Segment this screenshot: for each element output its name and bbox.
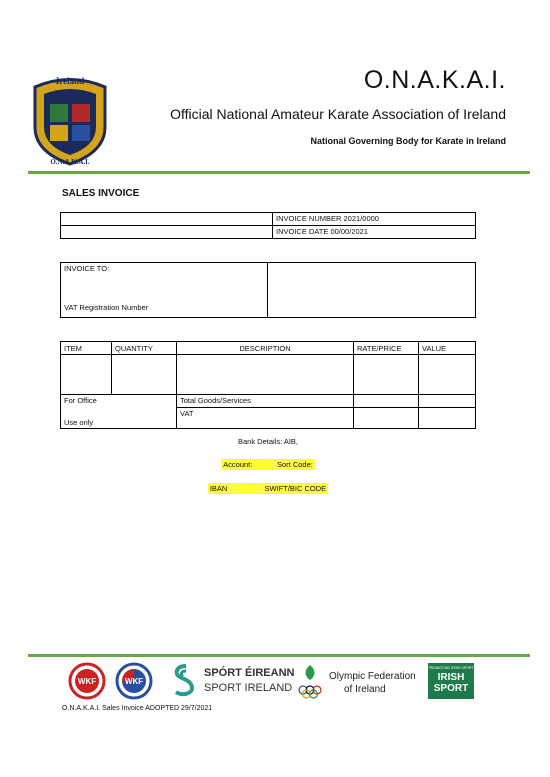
sport-ireland-en: SPORT IRELAND (204, 682, 293, 694)
sort-code-label: Sort Code: (277, 460, 313, 469)
for-office-cell (61, 395, 177, 429)
wkf-logo-1-text: WKF (77, 677, 97, 686)
table-row (61, 395, 476, 408)
olympic-federation-line1: Olympic Federation (329, 671, 416, 682)
wkf-logo-2-text: WKF (124, 677, 144, 686)
col-item: ITEM (61, 342, 112, 355)
bank-details: Bank Details: AIB, (237, 437, 299, 446)
invoice-title: SALES INVOICE (62, 188, 140, 199)
col-rate-price: RATE/PRICE (354, 342, 419, 355)
swift-label: SWIFT/BIC CODE (264, 484, 327, 493)
for-office-label: For Office (64, 396, 97, 405)
bill-to-table (60, 262, 476, 318)
invoice-to-label: INVOICE TO: (64, 264, 110, 273)
irish-sport-logo (428, 663, 474, 699)
crest-bottom-text: O.N.A.K.A.I. (50, 158, 90, 166)
irish-sport-text: IRISH SPORT (433, 672, 469, 694)
onakai-crest-logo (30, 72, 110, 167)
meta-blank-cell (61, 226, 273, 239)
wkf-logo-2 (115, 662, 153, 700)
invoice-date: INVOICE DATE 00/00/2021 (273, 226, 476, 239)
use-only-label: Use only (64, 418, 94, 427)
wkf-logo-1 (68, 662, 106, 700)
col-description: DESCRIPTION (177, 342, 354, 355)
invoice-to-cell (61, 263, 268, 318)
total-goods-label: Total Goods/Services (177, 395, 354, 408)
irish-sport-small: PROMOTING IRISH SPORT (428, 666, 474, 670)
col-value: VALUE (419, 342, 476, 355)
sport-ireland-ga: SPÓRT ÉIREANN (204, 667, 295, 679)
iban-line (60, 484, 476, 493)
olympic-federation-line2: of Ireland (344, 684, 386, 695)
account-line (60, 460, 476, 469)
col-quantity: QUANTITY (112, 342, 177, 355)
footer-rule (28, 654, 530, 657)
invoice-meta-table (60, 212, 476, 239)
iban-label: IBAN (209, 484, 228, 493)
table-row (61, 355, 476, 395)
header-rule (28, 171, 530, 174)
org-tagline: National Governing Body for Karate in Ireland (310, 136, 506, 146)
invoice-number: INVOICE NUMBER 2021/0000 (273, 213, 476, 226)
org-full-name: Official National Amateur Karate Association of Ireland (170, 106, 506, 122)
crest-top-text: Ireland (55, 76, 85, 86)
document-footer-note: O.N.A.K.A.I. Sales Invoice ADOPTED 29/7/2021 (62, 705, 213, 712)
invoice-to-details-cell (268, 263, 476, 318)
items-table (60, 341, 476, 429)
vat-label: VAT (177, 408, 354, 429)
meta-blank-cell (61, 213, 273, 226)
account-label: Account: (223, 460, 253, 469)
vat-reg-label: VAT Registration Number (64, 303, 149, 312)
org-abbreviation: O.N.A.K.A.I. (363, 66, 506, 94)
sport-ireland-swirl-icon (170, 662, 202, 700)
olympic-federation-logo (296, 662, 324, 700)
